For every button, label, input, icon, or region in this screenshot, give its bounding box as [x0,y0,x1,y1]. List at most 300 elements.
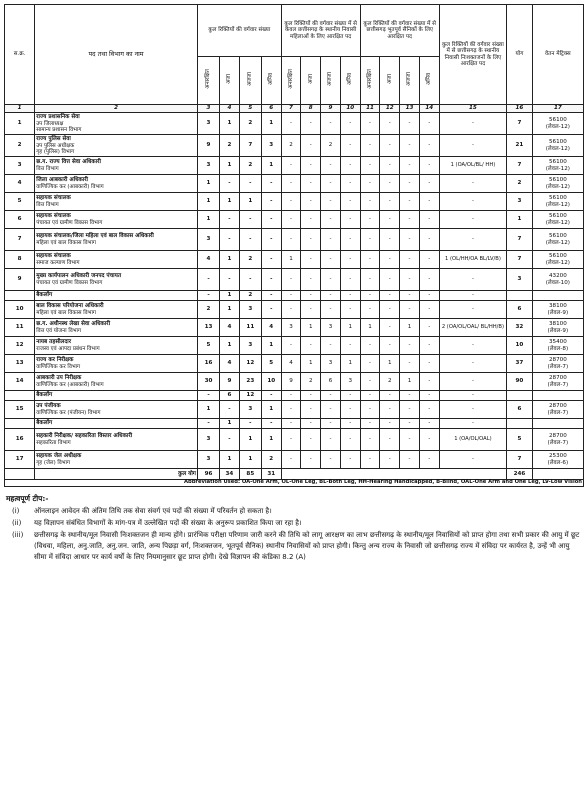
pay-cell [532,401,583,419]
row-number: 9 [5,269,35,291]
vacancy-cell: - [301,429,321,451]
row-total: 6 [507,301,533,319]
vacancy-cell: - [340,269,360,291]
post-cell [35,301,198,319]
vacancy-cell: - [439,355,506,373]
vacancy-cell: - [301,301,321,319]
column-number: 15 [439,105,506,113]
vacancy-cell: - [419,391,439,401]
row-number: 17 [5,451,35,469]
pay-value: 28700 [548,403,567,410]
vacancy-cell: - [281,391,301,401]
vacancy-cell: - [261,211,281,229]
vacancy-cell: - [439,451,506,469]
abbreviation-note: Abbreviation Used: OA-One Arm, OL-One Leg, BL-Both Leg, HH-Hearing Handicapped, B-Blind, OAL-One Arm and One Leg, LV-Low Vision [5,480,584,487]
post-subtitle: वाणिज्यिक कर (आबकारी) विभाग [36,183,104,190]
col-total-header: योग [507,5,533,105]
vacancy-cell: - [340,113,360,135]
vacancy-cell: 3 [197,113,219,135]
post-cell [35,229,198,251]
vacancy-cell: 1 [220,193,240,211]
post-title: राज्य कर निरीक्षक [36,357,74,364]
totals-label: कुल योग [35,469,198,480]
vacancy-cell: - [281,211,301,229]
pay-cell [532,291,583,301]
post-title: उप पंजीयक [36,403,61,410]
vacancy-cell: - [340,337,360,355]
vacancy-cell: - [220,269,240,291]
column-number: 16 [507,105,533,113]
vacancy-cell: 1 [220,301,240,319]
category-label: अनारक्षित [366,69,373,90]
vacancy-cell: - [400,157,420,175]
category-header [419,57,439,105]
vacancy-cell: - [380,401,400,419]
category-label: अपिव [347,73,354,86]
note-number: (i) [12,507,20,516]
pay-value: 56100 [548,233,567,240]
column-number: 14 [419,105,439,113]
vacancy-cell: - [281,269,301,291]
vacancy-cell: 4 [220,355,240,373]
pay-value: 56100 [548,195,567,202]
post-cell [35,135,198,157]
vacancy-cell: - [281,419,301,429]
vacancy-cell: - [360,451,380,469]
row-total: 2 [507,175,533,193]
totals-cell: 85 [239,469,261,480]
row-number: 10 [5,301,35,319]
pay-cell [532,355,583,373]
vacancy-cell: 2 [197,301,219,319]
vacancy-cell: - [419,211,439,229]
vacancy-cell: - [360,355,380,373]
pay-value: 38100 [548,321,567,328]
vacancy-cell: 3 [281,319,301,337]
post-cell [35,251,198,269]
vacancy-cell: - [301,269,321,291]
post-cell [35,355,198,373]
vacancy-cell: - [400,135,420,157]
pay-level: (लेवल-12) [545,259,570,266]
row-total: 7 [507,157,533,175]
table-row [5,229,584,251]
vacancy-cell: - [400,175,420,193]
table-row [5,373,584,391]
pay-value: 38100 [548,303,567,310]
vacancy-cell: 6 [220,391,240,401]
vacancy-cell: 1 [301,355,321,373]
pay-level: (लेवल-12) [545,201,570,208]
vacancy-cell: 2 [239,157,261,175]
pay-cell [532,391,583,401]
vacancy-cell: - [239,269,261,291]
vacancy-cell: 3 [340,373,360,391]
totals-empty [281,469,507,480]
vacancy-cell: - [321,157,341,175]
vacancy-cell: 9 [197,135,219,157]
vacancy-cell: - [239,211,261,229]
vacancy-cell: 1 [197,175,219,193]
vacancy-cell: - [419,419,439,429]
vacancy-cell: - [400,269,420,291]
vacancy-cell: - [400,211,420,229]
table-row [5,269,584,291]
pay-value: 56100 [548,213,567,220]
grand-total: 246 [507,469,533,480]
vacancy-cell: - [439,211,506,229]
vacancy-cell: - [380,451,400,469]
column-number: 12 [380,105,400,113]
vacancy-cell: - [340,391,360,401]
post-cell [35,401,198,419]
vacancy-cell: - [321,211,341,229]
row-total: 3 [507,193,533,211]
vacancy-cell: - [281,193,301,211]
vacancy-cell: - [321,193,341,211]
row-number: 14 [5,373,35,391]
vacancy-cell: - [439,401,506,419]
vacancy-cell: 1 [220,419,240,429]
category-header [281,57,301,105]
pay-cell [532,337,583,355]
row-number [5,391,35,401]
post-cell [35,337,198,355]
column-number: 3 [197,105,219,113]
row-total: 7 [507,229,533,251]
pay-level: (लेवल-12) [545,145,570,152]
vacancy-cell: - [380,429,400,451]
row-total [507,291,533,301]
category-header [239,57,261,105]
post-cell [35,429,198,451]
vacancy-cell: 3 [239,401,261,419]
vacancy-cell: - [360,401,380,419]
vacancy-cell: - [340,429,360,451]
pay-value: 56100 [548,139,567,146]
post-title: सहायक संचालक [36,253,71,260]
vacancy-cell: - [220,211,240,229]
post-subtitle: वित्त विभाग [36,165,59,172]
pay-cell [532,319,583,337]
vacancy-cell: 16 [197,355,219,373]
vacancy-cell: - [360,429,380,451]
table-row [5,301,584,319]
vacancy-cell: - [340,291,360,301]
post-title: बैकलॉग [36,292,53,299]
vacancy-cell: 6 [321,373,341,391]
vacancy-cell: - [400,291,420,301]
row-total: 21 [507,135,533,157]
vacancy-cell: - [419,319,439,337]
post-cell [35,291,198,301]
pay-cell [532,157,583,175]
vacancy-cell: 1 [360,319,380,337]
pay-level: (लेवल-7) [547,363,569,370]
row-number: 15 [5,401,35,419]
pay-level: (लेवल-9) [547,327,569,334]
totals-cell: 96 [197,469,219,480]
post-subtitle: वित्त एवं योजना विभाग [36,327,81,334]
row-number: 11 [5,319,35,337]
vacancy-cell: 11 [239,319,261,337]
vacancy-cell: - [360,419,380,429]
pay-level: (लेवल-8) [547,345,569,352]
post-subtitle: गृह (जेल) विभाग [36,459,71,466]
post-title: सहकारी निरीक्षक/ सहकारिता विस्तार अधिकारी [36,433,133,440]
row-total: 90 [507,373,533,391]
category-label: अजजा [406,72,413,87]
totals-pay-empty [532,469,583,480]
vacancy-cell: 3 [197,157,219,175]
pay-cell [532,193,583,211]
vacancy-cell: 1 [239,193,261,211]
vacancy-cell: - [321,175,341,193]
table-row [5,429,584,451]
category-header [380,57,400,105]
vacancy-cell: 4 [220,319,240,337]
vacancy-cell: 2 [301,373,321,391]
category-label: अपिव [268,73,275,86]
vacancy-cell: - [400,429,420,451]
post-title: सहायक जेल अधीक्षक [36,453,82,460]
vacancy-cell: - [281,175,301,193]
table-row [5,113,584,135]
vacancy-cell: - [419,373,439,391]
pay-cell [532,269,583,291]
vacancy-cell: - [419,337,439,355]
table-row [5,355,584,373]
vacancy-cell: - [239,229,261,251]
vacancy-cell: 2 [321,135,341,157]
vacancy-cell: - [281,301,301,319]
vacancy-cell: - [340,193,360,211]
post-title: सहायक संचालक [36,195,71,202]
vacancy-cell: 3 [261,135,281,157]
category-header [321,57,341,105]
vacancy-cell: - [301,175,321,193]
vacancy-cell: - [400,251,420,269]
post-title: सहायक संचालक/जिला महिला एवं बाल विकास अधिकारी [36,233,154,240]
category-header [197,57,219,105]
column-number: 6 [261,105,281,113]
row-number: 13 [5,355,35,373]
vacancy-cell: - [439,269,506,291]
vacancy-cell: - [220,175,240,193]
post-title: बैकलॉग [36,392,53,399]
vacancy-cell: - [340,251,360,269]
vacancy-cell: - [400,193,420,211]
table-row [5,193,584,211]
pay-value: 43200 [548,273,567,280]
vacancy-cell: - [197,419,219,429]
post-cell [35,391,198,401]
post-title: राज्य प्रशासनिक सेवा [36,114,80,121]
vacancy-cell: - [360,269,380,291]
note-text: यह विज्ञापन संबंधित विभागों के मांग-पत्र में उल्लेखित पदों की संख्या के अनुरूप प्रकाशित किया जा रहा है। [34,519,302,528]
vacancy-cell: - [360,229,380,251]
vacancy-cell: - [321,291,341,301]
pay-value: 28700 [548,375,567,382]
vacancy-cell: - [340,451,360,469]
vacancy-cell: 1 [220,337,240,355]
vacancy-cell: - [439,419,506,429]
vacancy-cell: - [439,135,506,157]
vacancy-cell: - [321,269,341,291]
vacancy-cell: 1 [340,319,360,337]
row-total: 7 [507,113,533,135]
vacancy-cell: - [419,113,439,135]
vacancy-cell: - [439,291,506,301]
post-title: मुख्य कार्यपालन अधिकारी जनपद पंचायत [36,273,122,280]
vacancy-cell: - [360,193,380,211]
table-row [5,211,584,229]
vacancy-cell: - [439,301,506,319]
vacancy-cell: - [321,229,341,251]
vacancy-cell: - [380,269,400,291]
vacancy-cell: - [360,337,380,355]
vacancy-cell: - [419,401,439,419]
post-title: आबकारी उप निरीक्षक [36,375,82,382]
vacancy-cell: 1 [220,157,240,175]
totals-cell: 34 [220,469,240,480]
vacancy-cell: - [419,355,439,373]
vacancy-cell: - [400,391,420,401]
vacancy-cell: 3 [239,301,261,319]
post-cell [35,175,198,193]
vacancy-cell: - [360,113,380,135]
vacancy-cell: 10 [261,373,281,391]
post-title: छ.ग. राज्य वित्त सेवा अधिकारी [36,159,101,166]
row-number: 12 [5,337,35,355]
post-cell [35,193,198,211]
vacancy-cell: - [281,401,301,419]
vacancy-cell: - [400,401,420,419]
vacancy-cell: - [261,301,281,319]
pay-cell [532,373,583,391]
table-row [5,157,584,175]
vacancy-cell: - [439,175,506,193]
post-cell [35,451,198,469]
vacancy-cell: 9 [220,373,240,391]
vacancy-cell: 4 [261,319,281,337]
row-total [507,391,533,401]
col-group2-header: कुल रिक्तियों की वर्गवार संख्या में से केवल छत्तीसगढ़ के स्थानीय निवासी महिलाओं के लिए आरक्षित पद [281,5,360,57]
vacancy-cell: - [400,113,420,135]
vacancy-cell: - [340,301,360,319]
vacancy-cell: 5 [261,355,281,373]
vacancy-cell: - [400,355,420,373]
vacancy-cell: 3 [197,429,219,451]
table-row [5,319,584,337]
post-title: राज्य पुलिस सेवा [36,136,71,143]
post-subtitle: वाणिज्यिक कर (आबकारी) विभाग [36,381,104,388]
vacancy-cell: - [439,391,506,401]
post-cell [35,319,198,337]
vacancy-cell: - [340,157,360,175]
post-cell [35,211,198,229]
vacancy-cell: - [261,269,281,291]
vacancy-cell: 1 [261,113,281,135]
vacancy-cell: 1 [380,355,400,373]
post-title: सहायक संचालक [36,213,71,220]
pay-value: 56100 [548,177,567,184]
pay-level: (लेवल-10) [545,279,570,286]
vacancy-cell: 2 [239,251,261,269]
vacancy-cell: - [281,291,301,301]
vacancy-cell: - [419,269,439,291]
category-label: अजा [226,74,233,85]
row-total: 7 [507,251,533,269]
vacancy-cell: 1 [239,429,261,451]
note-item [6,506,584,517]
column-number: 10 [340,105,360,113]
vacancy-cell: - [281,113,301,135]
row-number: 7 [5,229,35,251]
pay-level: (लेवल-12) [545,165,570,172]
post-subtitle: उप जिलाध्यक्ष [36,120,64,127]
col-pay-header: वेतन मेट्रिक्स [532,5,583,105]
vacancy-cell: - [281,337,301,355]
column-number: 17 [532,105,583,113]
vacancy-cell: - [439,373,506,391]
vacancy-cell: - [321,113,341,135]
vacancy-cell: 30 [197,373,219,391]
pay-value: 56100 [548,253,567,260]
post-subtitle: पंचायत एवं ग्रामीण विकास विभाग [36,279,103,286]
vacancy-cell: - [301,251,321,269]
pay-level: (लेवल-6) [547,459,569,466]
vacancy-cell: - [439,229,506,251]
vacancy-cell: - [439,193,506,211]
pay-cell [532,135,583,157]
vacancy-cell: - [261,193,281,211]
vacancy-cell: - [419,157,439,175]
vacancy-cell: 1 [197,193,219,211]
column-number: 5 [239,105,261,113]
vacancy-cell: 12 [239,391,261,401]
vacancy-cell: - [380,391,400,401]
post-cell [35,157,198,175]
vacancy-cell: - [301,451,321,469]
vacancy-cell: - [220,401,240,419]
vacancy-cell: - [360,373,380,391]
post-subtitle: उप पुलिस अधीक्षक [36,142,75,149]
vacancy-cell: 3 [321,355,341,373]
column-number: 8 [301,105,321,113]
post-cell [35,269,198,291]
table-row [5,251,584,269]
note-number: (ii) [12,519,22,528]
vacancy-cell: - [301,113,321,135]
vacancy-cell: 1 [220,291,240,301]
vacancy-cell: - [197,391,219,401]
table-row [5,391,584,401]
vacancy-cell: - [360,251,380,269]
vacancy-cell: - [380,301,400,319]
vacancy-cell: - [301,193,321,211]
post-title: बाल विकास परियोजना अधिकारी [36,303,104,310]
pay-cell [532,175,583,193]
category-label: अजजा [327,72,334,87]
row-number: 1 [5,113,35,135]
vacancy-cell: - [400,301,420,319]
vacancy-cell: 1 [239,451,261,469]
vacancy-cell: - [321,419,341,429]
row-number: 8 [5,251,35,269]
vacancy-cell: - [301,157,321,175]
vacancy-cell: - [400,451,420,469]
